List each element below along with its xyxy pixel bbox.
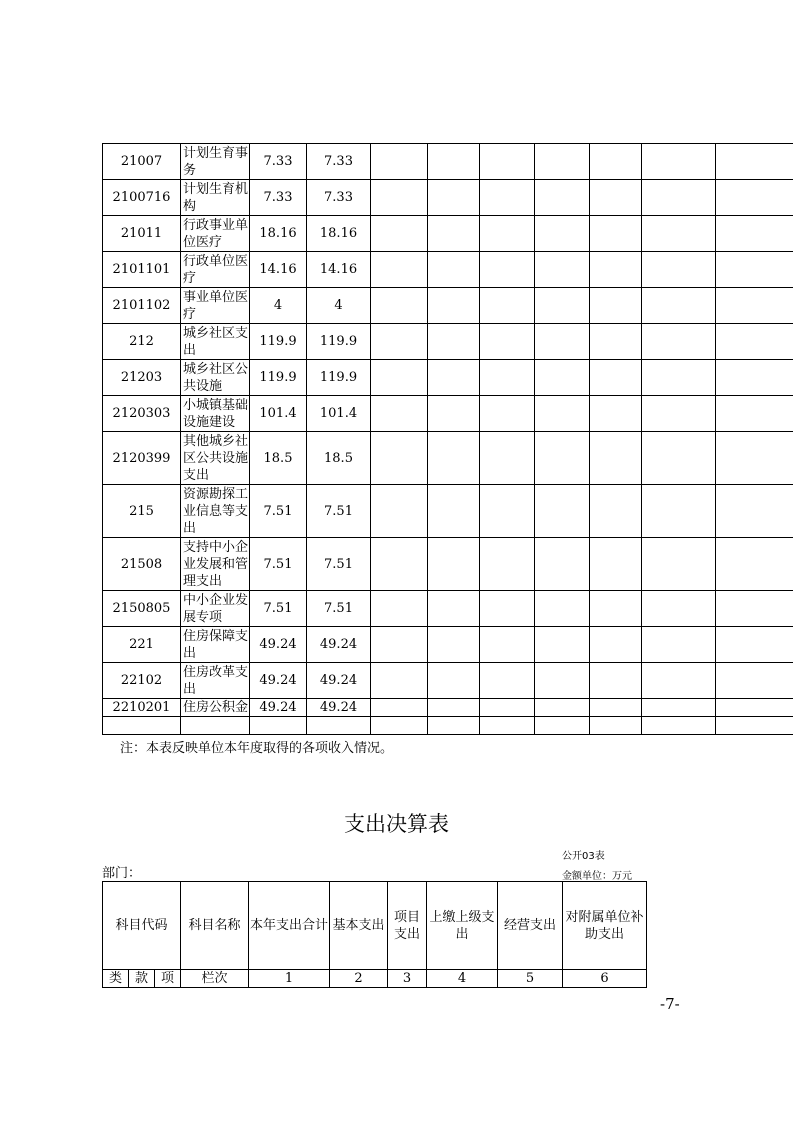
row-basic: 7.33 [307, 144, 371, 180]
row-basic: 7.51 [307, 538, 371, 591]
empty-cell [428, 663, 480, 699]
row-basic: 7.51 [307, 591, 371, 627]
table-row [103, 396, 793, 432]
empty-cell [480, 216, 535, 252]
empty-cell [480, 717, 535, 735]
row-total: 101.4 [250, 396, 307, 432]
row-name: 计划生育机构 [181, 180, 250, 216]
subheader-lanci: 栏次 [181, 970, 249, 988]
empty-cell [590, 485, 642, 538]
empty-cell [428, 360, 480, 396]
table-row [103, 663, 793, 699]
row-basic: 119.9 [307, 360, 371, 396]
expenditure-subheader-row [103, 970, 647, 988]
empty-cell [371, 252, 428, 288]
row-basic: 4 [307, 288, 371, 324]
table-row [103, 627, 793, 663]
subheader-col3: 3 [388, 970, 427, 988]
table-row [103, 252, 793, 288]
empty-cell [428, 144, 480, 180]
empty-cell [590, 663, 642, 699]
empty-cell [371, 360, 428, 396]
row-total: 119.9 [250, 360, 307, 396]
empty-cell [642, 324, 716, 360]
table-row [103, 360, 793, 396]
empty-cell [716, 180, 793, 216]
table-row [103, 180, 793, 216]
empty-cell [371, 432, 428, 485]
empty-cell [590, 180, 642, 216]
empty-cell [428, 538, 480, 591]
row-code: 2101101 [103, 252, 181, 288]
empty-cell [480, 144, 535, 180]
empty-cell [590, 432, 642, 485]
empty-cell [371, 396, 428, 432]
row-name: 支持中小企业发展和管理支出 [181, 538, 250, 591]
empty-cell [590, 216, 642, 252]
empty-cell [590, 252, 642, 288]
row-basic: 7.33 [307, 180, 371, 216]
empty-cell [716, 252, 793, 288]
empty-cell [716, 538, 793, 591]
empty-cell [590, 627, 642, 663]
empty-cell [535, 324, 590, 360]
empty-cell [642, 216, 716, 252]
empty-cell [642, 144, 716, 180]
empty-cell [642, 360, 716, 396]
row-total [250, 717, 307, 735]
row-code: 22102 [103, 663, 181, 699]
empty-cell [480, 591, 535, 627]
empty-cell [716, 663, 793, 699]
row-total: 7.51 [250, 485, 307, 538]
subheader-kuan: 款 [129, 970, 155, 988]
empty-cell [535, 288, 590, 324]
row-name: 中小企业发展专项 [181, 591, 250, 627]
form-number: 公开03表 [562, 851, 605, 862]
row-name: 事业单位医疗 [181, 288, 250, 324]
row-basic: 49.24 [307, 663, 371, 699]
table-row [103, 717, 793, 735]
row-total: 18.16 [250, 216, 307, 252]
row-name: 行政事业单位医疗 [181, 216, 250, 252]
empty-cell [371, 717, 428, 735]
empty-cell [535, 252, 590, 288]
empty-cell [642, 538, 716, 591]
empty-cell [371, 663, 428, 699]
row-name: 行政单位医疗 [181, 252, 250, 288]
empty-cell [428, 324, 480, 360]
header-total: 本年支出合计 [249, 882, 330, 970]
empty-cell [535, 627, 590, 663]
row-total: 49.24 [250, 663, 307, 699]
empty-cell [590, 360, 642, 396]
empty-cell [642, 699, 716, 717]
empty-cell [535, 663, 590, 699]
empty-cell [716, 485, 793, 538]
empty-cell [535, 216, 590, 252]
subheader-col1: 1 [249, 970, 330, 988]
subheader-col5: 5 [498, 970, 563, 988]
row-code: 221 [103, 627, 181, 663]
empty-cell [642, 396, 716, 432]
table-row [103, 144, 793, 180]
empty-cell [371, 216, 428, 252]
row-name [181, 717, 250, 735]
table-row [103, 216, 793, 252]
empty-cell [428, 627, 480, 663]
empty-cell [480, 288, 535, 324]
row-basic: 7.51 [307, 485, 371, 538]
empty-cell [535, 144, 590, 180]
empty-cell [480, 432, 535, 485]
row-name: 城乡社区公共设施 [181, 360, 250, 396]
empty-cell [642, 432, 716, 485]
empty-cell [428, 252, 480, 288]
empty-cell [642, 180, 716, 216]
row-code: 2101102 [103, 288, 181, 324]
empty-cell [716, 360, 793, 396]
empty-cell [535, 538, 590, 591]
row-code: 2150805 [103, 591, 181, 627]
empty-cell [480, 538, 535, 591]
row-total: 7.33 [250, 144, 307, 180]
expenditure-title: 支出决算表 [344, 812, 449, 836]
row-basic: 119.9 [307, 324, 371, 360]
subheader-col6: 6 [563, 970, 647, 988]
empty-cell [535, 485, 590, 538]
table-row [103, 288, 793, 324]
empty-cell [371, 627, 428, 663]
empty-cell [716, 591, 793, 627]
empty-cell [371, 324, 428, 360]
header-subsidy: 对附属单位补助支出 [563, 882, 647, 970]
row-total: 4 [250, 288, 307, 324]
empty-cell [642, 627, 716, 663]
subheader-col4: 4 [427, 970, 498, 988]
row-code: 21508 [103, 538, 181, 591]
empty-cell [716, 627, 793, 663]
row-total: 7.33 [250, 180, 307, 216]
empty-cell [535, 360, 590, 396]
row-name: 住房保障支出 [181, 627, 250, 663]
row-name: 城乡社区支出 [181, 324, 250, 360]
row-code: 21203 [103, 360, 181, 396]
row-basic: 18.5 [307, 432, 371, 485]
empty-cell [535, 591, 590, 627]
row-basic [307, 717, 371, 735]
empty-cell [590, 324, 642, 360]
header-code: 科目代码 [103, 882, 181, 970]
income-table [102, 143, 793, 735]
empty-cell [371, 538, 428, 591]
empty-cell [642, 252, 716, 288]
empty-cell [642, 485, 716, 538]
empty-cell [428, 396, 480, 432]
empty-cell [535, 180, 590, 216]
row-total: 49.24 [250, 699, 307, 717]
header-business: 经营支出 [498, 882, 563, 970]
empty-cell [642, 591, 716, 627]
empty-cell [716, 288, 793, 324]
row-name: 其他城乡社区公共设施支出 [181, 432, 250, 485]
row-total: 7.51 [250, 591, 307, 627]
empty-cell [428, 717, 480, 735]
empty-cell [716, 699, 793, 717]
empty-cell [480, 180, 535, 216]
empty-cell [480, 324, 535, 360]
row-basic: 49.24 [307, 699, 371, 717]
empty-cell [716, 717, 793, 735]
table-row [103, 324, 793, 360]
subheader-xiang: 项 [155, 970, 181, 988]
empty-cell [371, 180, 428, 216]
header-name: 科目名称 [181, 882, 249, 970]
empty-cell [371, 288, 428, 324]
empty-cell [480, 627, 535, 663]
empty-cell [428, 699, 480, 717]
page-number: -7- [660, 995, 680, 1013]
empty-cell [428, 216, 480, 252]
header-project: 项目支出 [388, 882, 427, 970]
empty-cell [590, 591, 642, 627]
empty-cell [590, 144, 642, 180]
row-code: 2120399 [103, 432, 181, 485]
row-code [103, 717, 181, 735]
empty-cell [428, 180, 480, 216]
empty-cell [371, 699, 428, 717]
empty-cell [535, 699, 590, 717]
empty-cell [428, 288, 480, 324]
subheader-col2: 2 [330, 970, 388, 988]
table-note: 注：本表反映单位本年度取得的各项收入情况。 [120, 741, 394, 756]
row-code: 212 [103, 324, 181, 360]
row-name: 住房改革支出 [181, 663, 250, 699]
empty-cell [590, 288, 642, 324]
empty-cell [590, 717, 642, 735]
empty-cell [371, 144, 428, 180]
row-total: 119.9 [250, 324, 307, 360]
row-code: 2100716 [103, 180, 181, 216]
amount-unit: 金额单位：万元 [562, 871, 632, 882]
empty-cell [535, 717, 590, 735]
header-upper: 上缴上级支出 [427, 882, 498, 970]
empty-cell [371, 591, 428, 627]
row-code: 2120303 [103, 396, 181, 432]
row-code: 2210201 [103, 699, 181, 717]
row-code: 21011 [103, 216, 181, 252]
row-name: 小城镇基础设施建设 [181, 396, 250, 432]
row-total: 49.24 [250, 627, 307, 663]
empty-cell [590, 699, 642, 717]
header-basic: 基本支出 [330, 882, 388, 970]
row-code: 215 [103, 485, 181, 538]
subheader-lei: 类 [103, 970, 129, 988]
empty-cell [716, 216, 793, 252]
expenditure-header-row [103, 882, 647, 970]
empty-cell [428, 485, 480, 538]
row-code: 21007 [103, 144, 181, 180]
empty-cell [371, 485, 428, 538]
empty-cell [590, 396, 642, 432]
empty-cell [642, 717, 716, 735]
row-basic: 49.24 [307, 627, 371, 663]
empty-cell [480, 360, 535, 396]
empty-cell [642, 663, 716, 699]
row-total: 18.5 [250, 432, 307, 485]
empty-cell [590, 538, 642, 591]
empty-cell [480, 396, 535, 432]
row-basic: 14.16 [307, 252, 371, 288]
empty-cell [428, 591, 480, 627]
row-total: 14.16 [250, 252, 307, 288]
empty-cell [428, 432, 480, 485]
empty-cell [535, 396, 590, 432]
row-basic: 101.4 [307, 396, 371, 432]
empty-cell [480, 663, 535, 699]
empty-cell [480, 252, 535, 288]
empty-cell [716, 396, 793, 432]
empty-cell [716, 432, 793, 485]
row-name: 资源勘探工业信息等支出 [181, 485, 250, 538]
row-name: 计划生育事务 [181, 144, 250, 180]
table-row [103, 485, 793, 538]
empty-cell [535, 432, 590, 485]
row-name: 住房公积金 [181, 699, 250, 717]
empty-cell [480, 485, 535, 538]
expenditure-table [102, 881, 647, 988]
empty-cell [642, 288, 716, 324]
table-row [103, 591, 793, 627]
table-row [103, 699, 793, 717]
empty-cell [480, 699, 535, 717]
empty-cell [716, 144, 793, 180]
empty-cell [716, 324, 793, 360]
table-row [103, 538, 793, 591]
table-row [103, 432, 793, 485]
row-basic: 18.16 [307, 216, 371, 252]
department-label: 部门： [102, 866, 142, 881]
row-total: 7.51 [250, 538, 307, 591]
